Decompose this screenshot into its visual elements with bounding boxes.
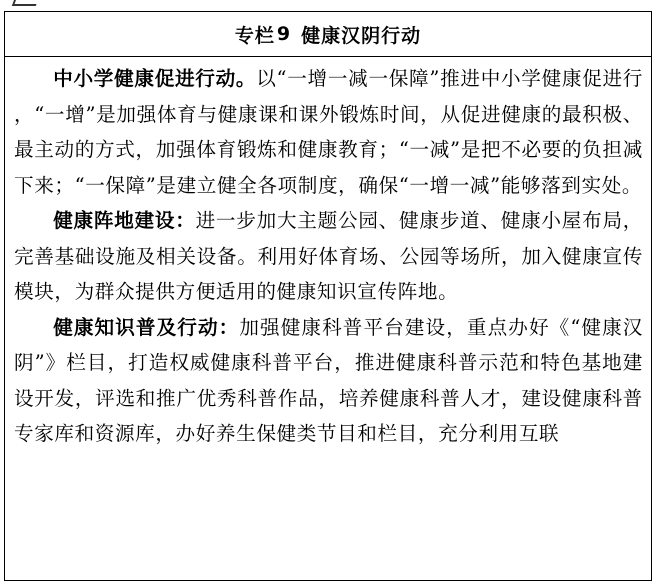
paragraph-health-venues <box>14 203 643 310</box>
paragraph-lead: 中小学健康促进行动。 <box>53 67 257 90</box>
column-title-number: 9 <box>276 23 292 45</box>
column-title-text: 健康汉阴行动 <box>301 24 422 47</box>
page-edge-mark <box>12 0 40 6</box>
paragraph-body: 进一步加大主题公园、健康步道、健康小屋布局，完善基础设施及相关设备。利用好体育场、公园等场所，加入健康宣传模块，为群众提供方便适用的健康知识宣传阵地。 <box>14 209 643 303</box>
previous-page-edge <box>0 0 660 6</box>
column-title <box>5 12 651 57</box>
column-box <box>4 11 652 581</box>
paragraph-school-health <box>14 61 643 203</box>
paragraph-lead: 健康阵地建设： <box>53 209 196 232</box>
paragraph-body: 加强健康科普平台建设，重点办好《“健康汉阴”》栏目，打造权威健康科普平台，推进健康科普示范和特色基地建设开发，评选和推广优秀科普作品，培养健康科普人才，建设健康科普专家库和资源库，办好养生保健类节目和栏目，充分利用互联 <box>14 315 643 445</box>
paragraph-health-knowledge <box>14 310 643 452</box>
column-title-prefix: 专栏 <box>234 24 275 47</box>
paragraph-body: 以“一增一减一保障”推进中小学健康促进行 ，“一增”是加强体育与健康课和课外锻炼时间，从促进健康的最积极、最主动的方式，加强体育锻炼和健康教育；“一减”是把不必要的负担减下来；“一保障”是建立健全各项制度，确保“一增一减”能够落到实处。 <box>14 67 643 197</box>
paragraph-lead: 健康知识普及行动： <box>53 315 240 339</box>
column-content <box>5 57 651 452</box>
